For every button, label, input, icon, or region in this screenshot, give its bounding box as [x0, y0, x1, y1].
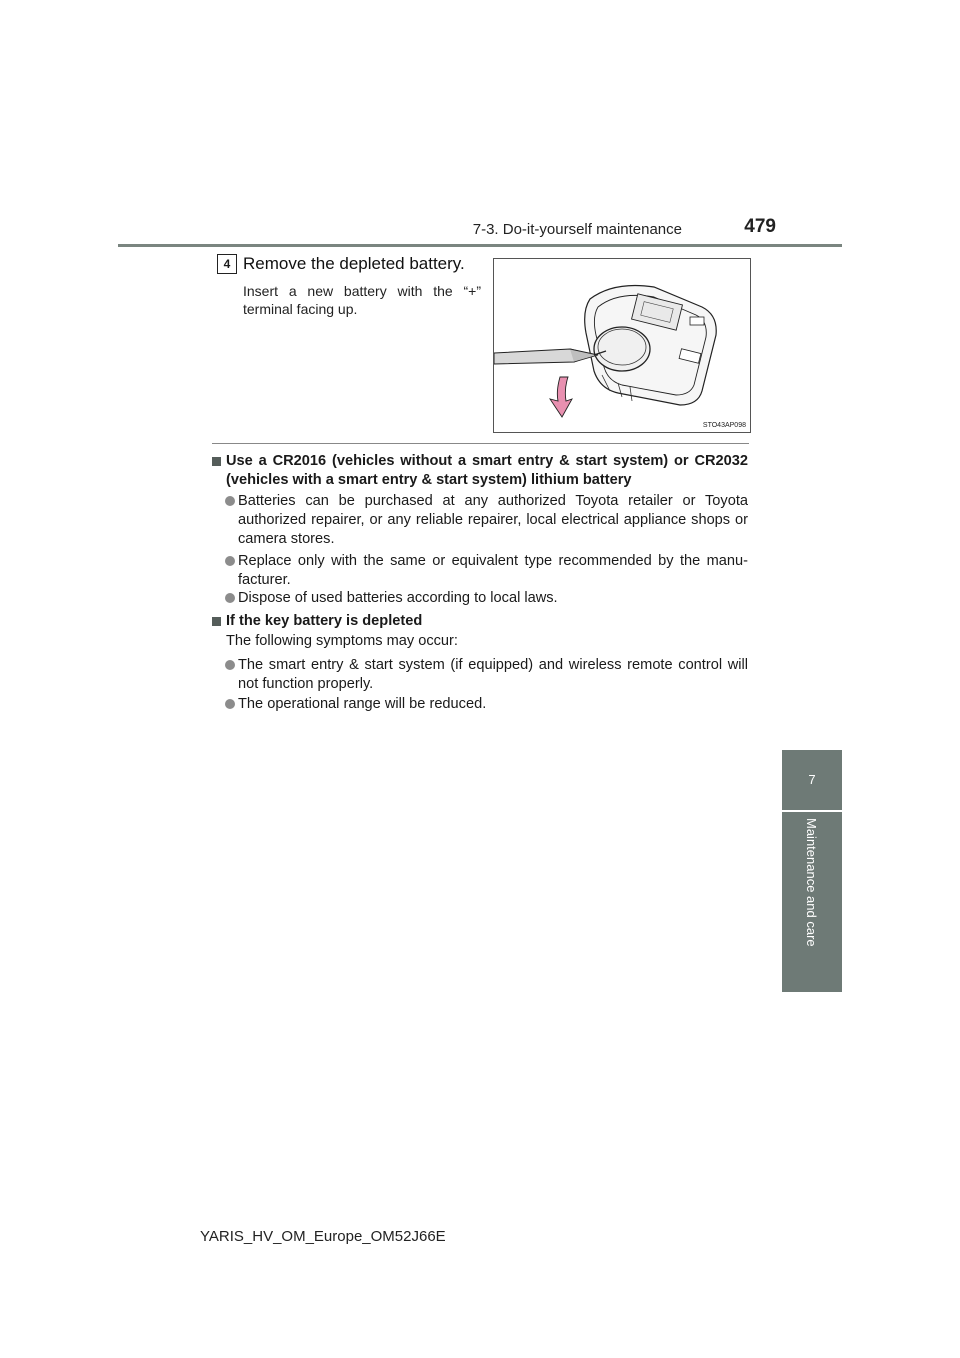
section-title: 7-3. Do-it-yourself maintenance — [472, 221, 682, 238]
circle-bullet-icon — [225, 496, 235, 506]
square-bullet-icon — [212, 457, 221, 466]
circle-bullet-icon — [225, 556, 235, 566]
chapter-tab-number: 7 — [782, 750, 842, 810]
list-item: The operational range will be reduced. — [212, 695, 748, 714]
illustration-code: STO43AP098 — [702, 422, 746, 429]
list-item: Batteries can be purchased at any authorized Toyota retailer or Toyota authorized repairer, or any reliable repairer, local electrical appliance shops or camera stores. — [212, 492, 748, 549]
section-divider — [212, 443, 749, 444]
circle-bullet-icon — [225, 699, 235, 709]
list-item: The smart entry & start system (if equipped) and wireless remote control will not function properly. — [212, 656, 748, 694]
coin-battery — [594, 327, 650, 371]
header-divider — [118, 244, 842, 247]
list-item: Dispose of used batteries according to local laws. — [212, 589, 748, 608]
depleted-intro: The following symptoms may occur: — [226, 633, 458, 649]
document-id: YARIS_HV_OM_Europe_OM52J66E — [200, 1228, 446, 1245]
circle-bullet-icon — [225, 660, 235, 670]
chapter-tab-title: Maintenance and care — [804, 818, 819, 947]
direction-arrow-icon — [550, 377, 572, 417]
screwdriver — [494, 349, 606, 364]
page-number: 479 — [744, 216, 776, 237]
list-item: Replace only with the same or equivalent type recommended by the manu-facturer. — [212, 552, 748, 590]
key-fob-drawing — [494, 259, 750, 432]
battery-type-heading: Use a CR2016 (vehicles without a smart entry & start system) or CR2032 (vehicles with a smart entry & start system) lithium battery — [226, 453, 748, 488]
depleted-battery-note — [212, 612, 748, 631]
step-number-badge: 4 — [217, 254, 237, 274]
step-description: Insert a new battery with the “+” terminal facing up. — [243, 283, 481, 317]
key-battery-illustration — [493, 258, 751, 433]
step-title: Remove the depleted battery. — [243, 254, 465, 273]
square-bullet-icon — [212, 617, 221, 626]
depleted-heading: If the key battery is depleted — [226, 613, 423, 629]
circle-bullet-icon — [225, 593, 235, 603]
battery-type-note — [212, 452, 748, 490]
